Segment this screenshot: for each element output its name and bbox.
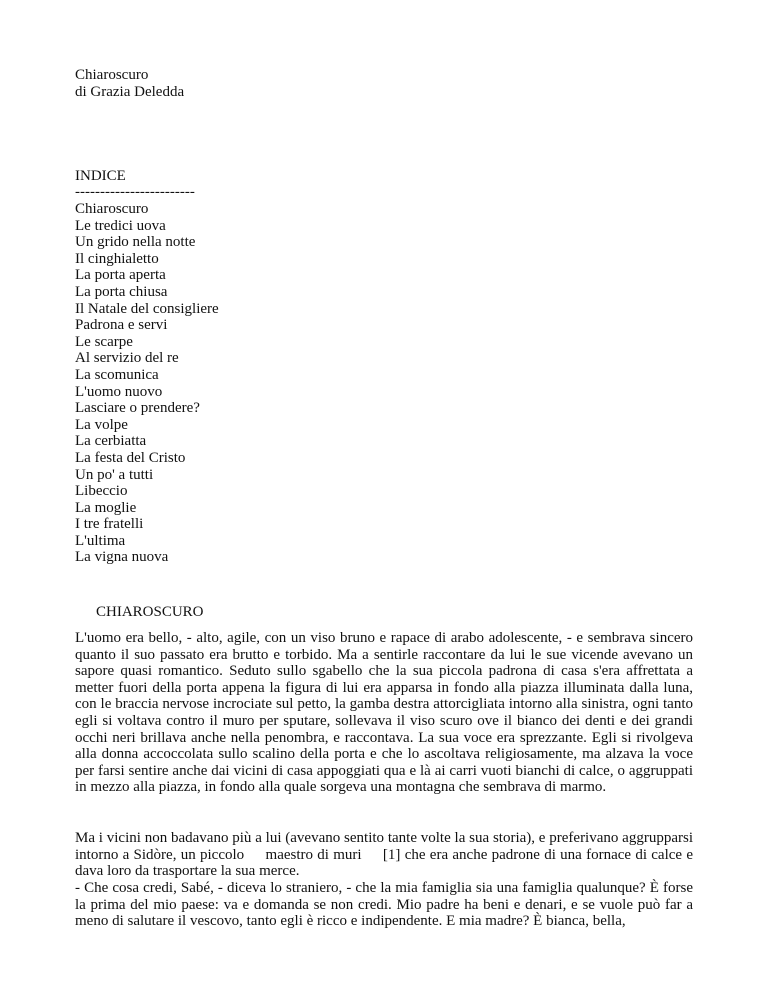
toc-item: Le scarpe	[75, 333, 133, 350]
toc-item: Libeccio	[75, 483, 128, 500]
toc-item: Al servizio del re	[75, 350, 179, 367]
table-of-contents	[75, 201, 219, 566]
toc-item: Lasciare o prendere?	[75, 400, 200, 417]
index-rule: ------------------------	[75, 184, 195, 200]
toc-item: La scomunica	[75, 366, 159, 383]
toc-item: Chiaroscuro	[75, 201, 149, 217]
toc-item: Padrona e servi	[75, 317, 168, 334]
book-author: di Grazia Deledda	[75, 84, 185, 100]
toc-item: La porta aperta	[75, 267, 166, 284]
toc-item: L'ultima	[75, 532, 126, 549]
paragraph: L'uomo era bello, - alto, agile, con un viso bruno e rapace di arabo adolescente, - e sembrava sincero quanto il suo passato era brutto e torbido. Ma a sentirle raccontare da lui le sue vicende avevano un sapore quasi romantico. Seduto sullo sgabello che la sua piccola padrona di casa s'era affrettata a metter fuori della porta appena la figura di lui era apparsa in fondo alla piazza illuminata dalla luna, con le braccia nervose incrociate sul petto, la gamba destra attorcigliata intorno alla sinistra, ogni tanto egli si voltava contro il muro per sputare, sollevava il viso scuro ove il bianco dei denti e dei grandi occhi neri brillava anche nella penombra, e raccontava. La sua voce era sprezzante. Egli si rivolgeva alla donna accoccolata sullo scalino della porta e che lo ascoltava religiosamente, ma alzava la voce per farsi sentire anche dai vicini di casa appoggiati qua e là ai carri vuoti bianchi di calce, o aggruppati in mezzo alla piazza, in fondo alla quale sorgeva una montagna che sembrava di marmo.	[75, 630, 693, 796]
toc-item: Il cinghialetto	[75, 250, 159, 267]
toc-item: La cerbiatta	[75, 433, 147, 450]
toc-item: La moglie	[75, 499, 137, 516]
index-heading: INDICE	[75, 168, 126, 184]
toc-item: La festa del Cristo	[75, 449, 186, 466]
toc-item: La porta chiusa	[75, 283, 168, 300]
paragraph: Ma i vicini non badavano più a lui (avevano sentito tante volte la sua storia), e preferivano aggrupparsi intorno a Sidòre, un piccolo maestro di muri [1] che era anche padrone di una fornace di calce e dava loro da trasportare la sua merce.	[75, 830, 697, 880]
toc-item: L'uomo nuovo	[75, 383, 163, 400]
toc-item: La volpe	[75, 416, 128, 433]
toc-item: Il Natale del consigliere	[75, 300, 219, 317]
toc-item: Un grido nella notte	[75, 234, 196, 251]
toc-item: I tre fratelli	[75, 516, 144, 533]
toc-item: La vigna nuova	[75, 549, 169, 566]
paragraph: - Che cosa credi, Sabé, - diceva lo straniero, - che la mia famiglia sia una famiglia qualunque? È forse la prima del mio paese: va e domanda se non credi. Mio padre ha beni e denari, e se vuole può far a meno di salutare il vescovo, tanto egli è ricco e indipendente. E mia madre? È bianca, bella,	[75, 880, 693, 930]
book-title: Chiaroscuro	[75, 67, 149, 83]
toc-item: Un po' a tutti	[75, 466, 154, 483]
toc-item: Le tredici uova	[75, 217, 166, 234]
chapter-title: CHIAROSCURO	[96, 604, 204, 620]
